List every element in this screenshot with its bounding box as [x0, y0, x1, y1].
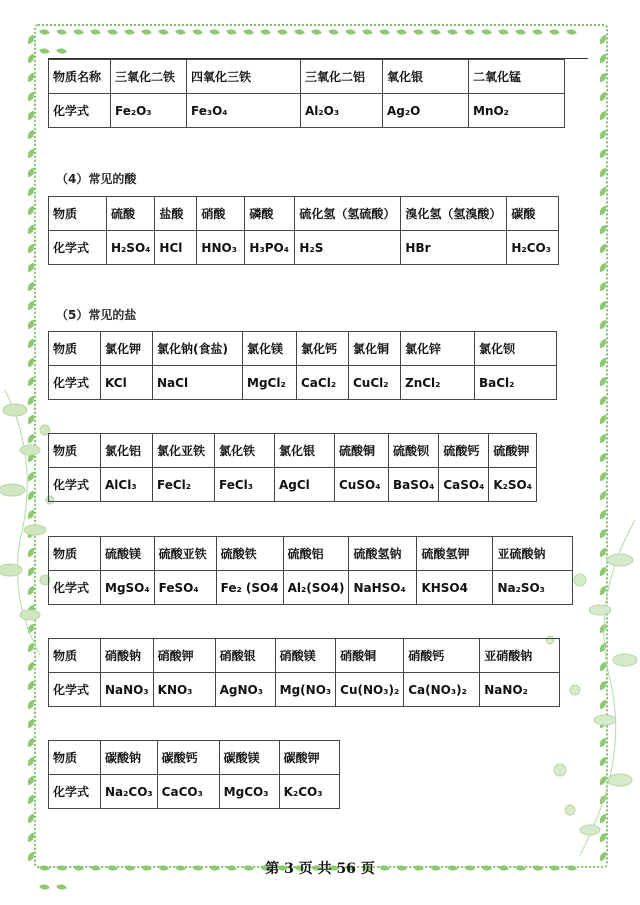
leaf-icon — [600, 586, 606, 595]
formula-cell: Na₂CO₃ — [101, 775, 158, 809]
leaf-icon — [28, 719, 34, 728]
formula-cell: Cu(NO₃)₂ — [336, 673, 404, 707]
table-formula-row — [49, 571, 573, 605]
leaf-icon — [600, 833, 606, 842]
substance-name-cell: 硝酸钙 — [404, 639, 480, 673]
table-formula-row — [49, 231, 559, 265]
substance-name-cell: 硫酸氢钾 — [417, 537, 493, 571]
formula-cell: 化学式 — [49, 468, 101, 502]
formula-cell: MgSO₄ — [101, 571, 155, 605]
leaf-icon — [39, 883, 50, 892]
formula-cell: NaCl — [153, 366, 243, 400]
substance-name-cell: 盐酸 — [155, 197, 197, 231]
substance-name-cell: 氯化铜 — [349, 332, 401, 366]
leaf-icon — [28, 73, 34, 82]
substance-name-cell: 硫酸 — [107, 197, 155, 231]
substance-name-cell: 物质 — [49, 197, 107, 231]
leaf-icon — [56, 883, 67, 892]
formula-cell: Al₂(SO4) — [283, 571, 349, 605]
leaf-icon — [600, 510, 606, 519]
formula-cell: CuSO₄ — [335, 468, 389, 502]
leaf-icon — [28, 92, 34, 101]
leaf-border-left-icon — [28, 35, 38, 855]
acids-table — [48, 196, 559, 265]
formula-cell: Na₂SO₃ — [493, 571, 573, 605]
substance-name-cell: 物质名称 — [49, 60, 111, 94]
acids-heading: （4）常见的酸 — [56, 172, 137, 186]
substance-name-cell: 氯化锌 — [401, 332, 475, 366]
formula-cell: AgNO₃ — [215, 673, 275, 707]
page-footer: 第 3 页 共 56 页 — [265, 861, 375, 877]
substance-name-cell: 碳酸钠 — [101, 741, 158, 775]
leaf-icon — [600, 320, 606, 329]
leaf-icon — [28, 529, 34, 538]
leaf-icon — [600, 624, 606, 633]
leaf-icon — [600, 662, 606, 671]
salts-table-5 — [48, 740, 340, 809]
formula-cell: K₂CO₃ — [279, 775, 339, 809]
table-header-row — [49, 639, 560, 673]
substance-name-cell: 硫酸亚铁 — [154, 537, 216, 571]
leaf-icon — [600, 149, 606, 158]
leaf-icon — [600, 225, 606, 234]
leaf-icon — [28, 548, 34, 557]
substance-name-cell: 三氧化二铁 — [111, 60, 187, 94]
substance-name-cell: 硝酸 — [197, 197, 245, 231]
leaf-icon — [28, 301, 34, 310]
substance-name-cell: 硫酸钡 — [389, 434, 439, 468]
formula-cell: BaSO₄ — [389, 468, 439, 502]
leaf-icon — [600, 434, 606, 443]
leaf-icon — [28, 35, 34, 44]
leaf-icon — [28, 795, 34, 804]
substance-name-cell: 硝酸钾 — [153, 639, 215, 673]
substance-name-cell: 硫化氢（氢硫酸） — [295, 197, 401, 231]
formula-cell: MgCO₃ — [219, 775, 279, 809]
formula-cell: HBr — [401, 231, 507, 265]
leaf-icon — [28, 491, 34, 500]
substance-name-cell: 氯化银 — [275, 434, 335, 468]
formula-cell: H₃PO₄ — [245, 231, 295, 265]
formula-cell: CuCl₂ — [349, 366, 401, 400]
formula-cell: FeCl₃ — [215, 468, 275, 502]
formula-cell: FeCl₂ — [153, 468, 215, 502]
leaf-icon — [28, 662, 34, 671]
substance-name-cell: 二氧化锰 — [469, 60, 565, 94]
substance-name-cell: 物质 — [49, 332, 101, 366]
leaf-icon — [28, 396, 34, 405]
leaf-border-top-icon — [40, 20, 600, 30]
leaf-icon — [28, 358, 34, 367]
salts-table-3 — [48, 536, 573, 605]
table-header-row — [49, 741, 340, 775]
leaf-icon — [28, 814, 34, 823]
substance-name-cell: 亚硝酸钠 — [480, 639, 560, 673]
table-header-row — [49, 434, 537, 468]
formula-cell: HNO₃ — [197, 231, 245, 265]
substance-name-cell: 物质 — [49, 537, 101, 571]
table-formula-row — [49, 94, 565, 128]
leaf-icon — [28, 434, 34, 443]
leaf-icon — [600, 54, 606, 63]
leaf-icon — [28, 453, 34, 462]
leaf-icon — [600, 168, 606, 177]
leaf-icon — [600, 491, 606, 500]
leaf-border-right-icon — [600, 35, 610, 855]
salts-table-4 — [48, 638, 560, 707]
table-formula-row — [49, 366, 557, 400]
leaf-icon — [600, 73, 606, 82]
formula-cell: MgCl₂ — [243, 366, 297, 400]
leaf-icon — [600, 244, 606, 253]
formula-cell: Mg(NO₃ — [275, 673, 336, 707]
leaf-icon — [600, 643, 606, 652]
leaf-icon — [28, 111, 34, 120]
leaf-icon — [28, 168, 34, 177]
leaf-icon — [600, 605, 606, 614]
substance-name-cell: 硫酸氢钠 — [349, 537, 417, 571]
table-header-row — [49, 197, 559, 231]
leaf-icon — [600, 472, 606, 481]
substance-name-cell: 氯化亚铁 — [153, 434, 215, 468]
substance-name-cell: 硫酸铁 — [216, 537, 283, 571]
substance-name-cell: 碳酸钙 — [157, 741, 219, 775]
leaf-icon — [600, 263, 606, 272]
leaf-icon — [600, 529, 606, 538]
leaf-icon — [28, 225, 34, 234]
leaf-icon — [28, 415, 34, 424]
substance-name-cell: 硫酸钾 — [489, 434, 537, 468]
formula-cell: Fe₂ (SO4 — [216, 571, 283, 605]
leaf-icon — [28, 567, 34, 576]
substance-name-cell: 四氧化三铁 — [187, 60, 301, 94]
substance-name-cell: 溴化氢（氢溴酸） — [401, 197, 507, 231]
leaf-icon — [600, 719, 606, 728]
leaf-icon — [600, 795, 606, 804]
formula-cell: FeSO₄ — [154, 571, 216, 605]
formula-cell: KCl — [101, 366, 153, 400]
salts-heading: （5）常见的盐 — [56, 308, 137, 322]
formula-cell: H₂S — [295, 231, 401, 265]
leaf-icon — [600, 92, 606, 101]
leaf-icon — [28, 643, 34, 652]
substance-name-cell: 硝酸银 — [215, 639, 275, 673]
substance-name-cell: 硝酸钠 — [101, 639, 154, 673]
formula-cell: Fe₃O₄ — [187, 94, 301, 128]
formula-cell: CaSO₄ — [439, 468, 489, 502]
formula-cell: NaNO₂ — [480, 673, 560, 707]
leaf-icon — [600, 358, 606, 367]
substance-name-cell: 氯化镁 — [243, 332, 297, 366]
table-formula-row — [49, 468, 537, 502]
formula-cell: 化学式 — [49, 673, 101, 707]
substance-name-cell: 硫酸镁 — [101, 537, 155, 571]
leaf-icon — [28, 130, 34, 139]
table-formula-row — [49, 775, 340, 809]
leaf-icon — [28, 738, 34, 747]
formula-cell: AlCl₃ — [101, 468, 153, 502]
leaf-icon — [28, 263, 34, 272]
substance-name-cell: 硫酸铜 — [335, 434, 389, 468]
leaf-icon — [600, 206, 606, 215]
leaf-icon — [600, 757, 606, 766]
leaf-icon — [28, 54, 34, 63]
leaf-icon — [600, 130, 606, 139]
substance-name-cell: 氧化银 — [383, 60, 469, 94]
formula-cell: 化学式 — [49, 231, 107, 265]
salts-table-1 — [48, 331, 557, 400]
formula-cell: ZnCl₂ — [401, 366, 475, 400]
substance-name-cell: 碳酸钾 — [279, 741, 339, 775]
table-header-row — [49, 332, 557, 366]
formula-cell: CaCl₂ — [297, 366, 349, 400]
leaf-icon — [28, 206, 34, 215]
leaf-icon — [28, 187, 34, 196]
leaf-icon — [600, 339, 606, 348]
substance-name-cell: 氯化铁 — [215, 434, 275, 468]
leaf-icon — [600, 282, 606, 291]
leaf-icon — [600, 111, 606, 120]
formula-cell: KHSO4 — [417, 571, 493, 605]
formula-cell: MnO₂ — [469, 94, 565, 128]
formula-cell: Fe₂O₃ — [111, 94, 187, 128]
leaf-icon — [28, 586, 34, 595]
leaf-icon — [28, 700, 34, 709]
substance-name-cell: 氯化钙 — [297, 332, 349, 366]
formula-cell: Al₂O₃ — [301, 94, 383, 128]
substance-name-cell: 三氧化二铝 — [301, 60, 383, 94]
formula-cell: BaCl₂ — [475, 366, 557, 400]
formula-cell: 化学式 — [49, 775, 101, 809]
substance-name-cell: 氯化铝 — [101, 434, 153, 468]
substance-name-cell: 氯化钠(食盐) — [153, 332, 243, 366]
leaf-icon — [600, 700, 606, 709]
table-header-row — [49, 537, 573, 571]
table-formula-row — [49, 673, 560, 707]
table-header-row — [49, 60, 565, 94]
substance-name-cell: 物质 — [49, 639, 101, 673]
leaf-icon — [600, 567, 606, 576]
substance-name-cell: 硝酸镁 — [275, 639, 336, 673]
formula-cell: HCl — [155, 231, 197, 265]
leaf-icon — [28, 757, 34, 766]
leaf-icon — [28, 282, 34, 291]
leaf-icon — [600, 776, 606, 785]
formula-cell: H₂CO₃ — [507, 231, 559, 265]
formula-cell: CaCO₃ — [157, 775, 219, 809]
formula-cell: Ag₂O — [383, 94, 469, 128]
substance-name-cell: 碳酸镁 — [219, 741, 279, 775]
substance-name-cell: 物质 — [49, 741, 101, 775]
substance-name-cell: 亚硫酸钠 — [493, 537, 573, 571]
leaf-icon — [600, 681, 606, 690]
leaf-icon — [600, 187, 606, 196]
leaf-icon — [600, 35, 606, 44]
substance-name-cell: 硫酸钙 — [439, 434, 489, 468]
leaf-icon — [28, 149, 34, 158]
leaf-icon — [28, 624, 34, 633]
substance-name-cell: 氯化钾 — [101, 332, 153, 366]
formula-cell: NaNO₃ — [101, 673, 154, 707]
formula-cell: AgCl — [275, 468, 335, 502]
formula-cell: K₂SO₄ — [489, 468, 537, 502]
leaf-icon — [600, 814, 606, 823]
leaf-icon — [600, 301, 606, 310]
leaf-icon — [600, 548, 606, 557]
leaf-icon — [28, 377, 34, 386]
leaf-icon — [600, 377, 606, 386]
leaf-icon — [28, 605, 34, 614]
formula-cell: 化学式 — [49, 366, 101, 400]
substance-name-cell: 物质 — [49, 434, 101, 468]
leaf-icon — [600, 453, 606, 462]
formula-cell: 化学式 — [49, 94, 111, 128]
leaf-icon — [28, 681, 34, 690]
leaf-icon — [28, 320, 34, 329]
formula-cell: 化学式 — [49, 571, 101, 605]
leaf-icon — [28, 776, 34, 785]
substance-name-cell: 磷酸 — [245, 197, 295, 231]
leaf-icon — [28, 510, 34, 519]
leaf-icon — [28, 339, 34, 348]
leaf-icon — [28, 472, 34, 481]
oxides-table — [48, 59, 565, 128]
leaf-icon — [600, 738, 606, 747]
formula-cell: Ca(NO₃)₂ — [404, 673, 480, 707]
leaf-icon — [28, 833, 34, 842]
substance-name-cell: 碳酸 — [507, 197, 559, 231]
leaf-icon — [28, 244, 34, 253]
formula-cell: H₂SO₄ — [107, 231, 155, 265]
leaf-icon — [600, 396, 606, 405]
substance-name-cell: 氯化钡 — [475, 332, 557, 366]
substance-name-cell: 硫酸铝 — [283, 537, 349, 571]
salts-table-2 — [48, 433, 537, 502]
formula-cell: KNO₃ — [153, 673, 215, 707]
leaf-icon — [600, 415, 606, 424]
substance-name-cell: 硝酸铜 — [336, 639, 404, 673]
formula-cell: NaHSO₄ — [349, 571, 417, 605]
